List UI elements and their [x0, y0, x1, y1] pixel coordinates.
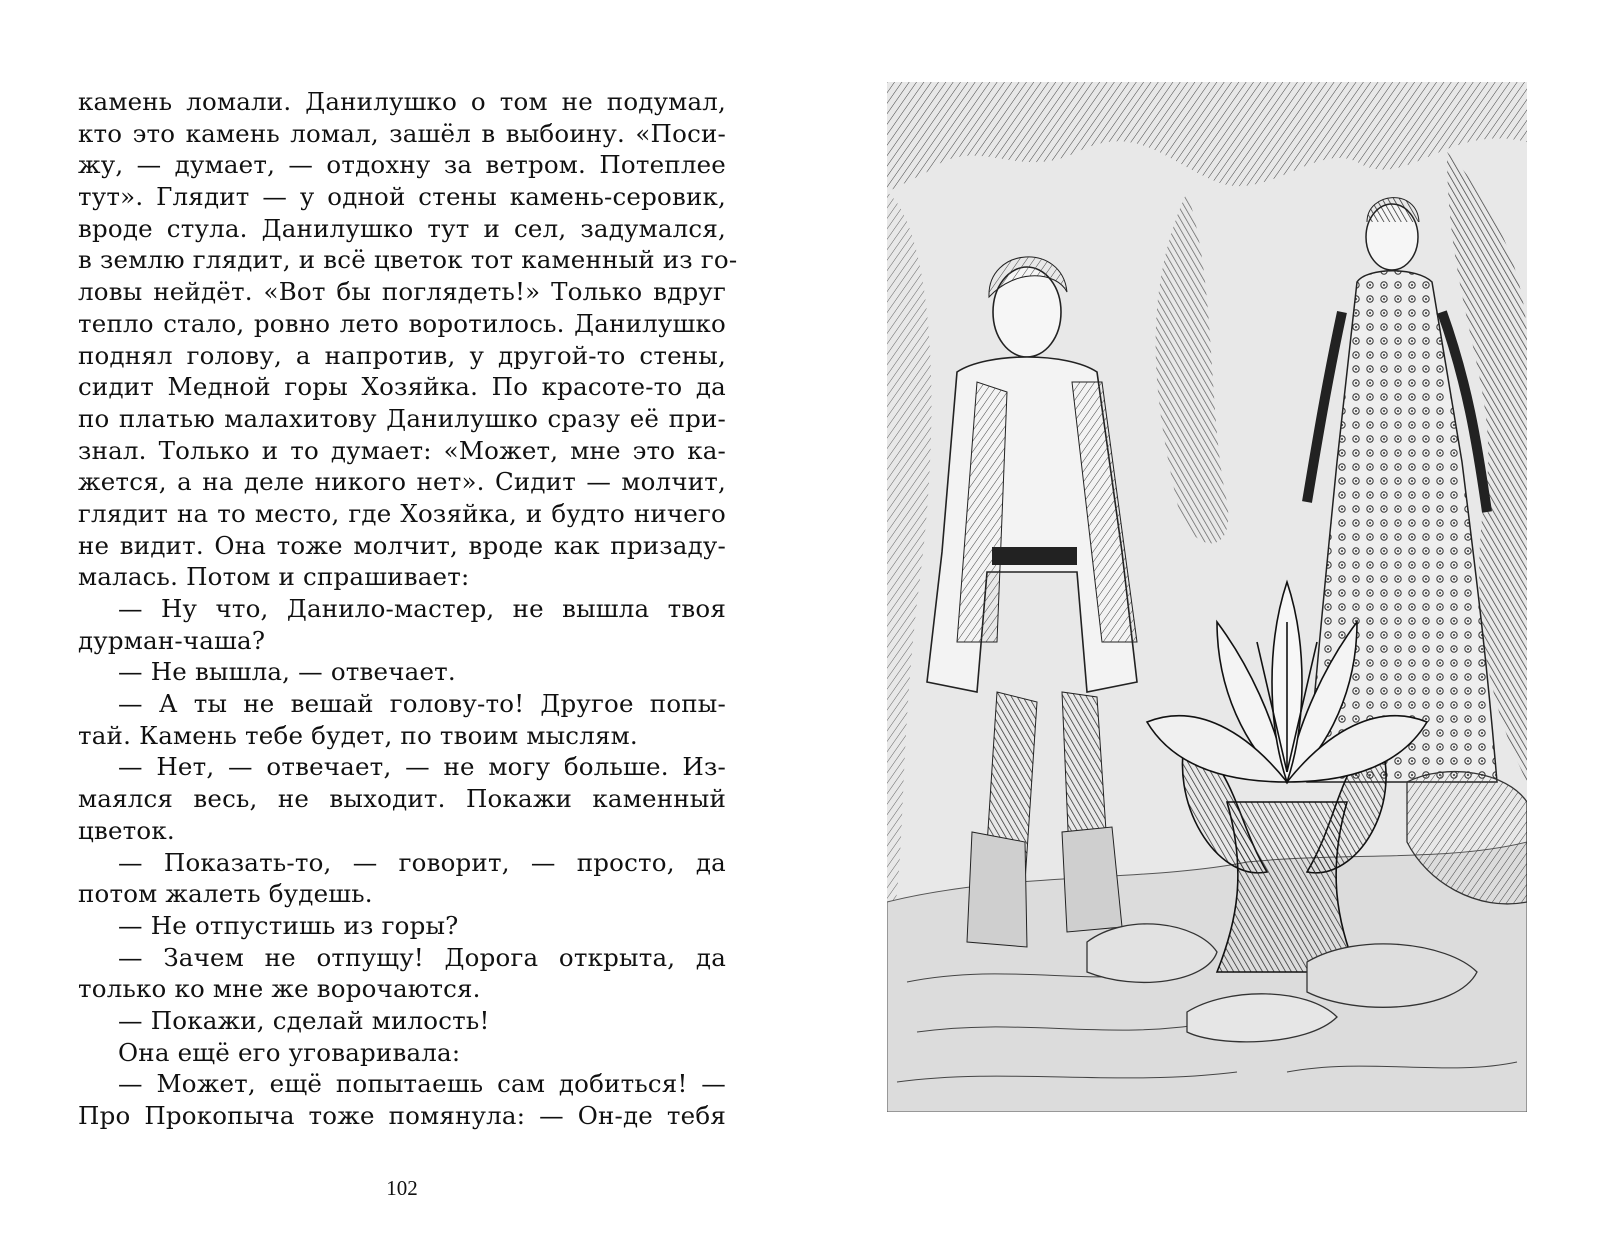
text-line: вроде стула. Данилушко тут и сел, задумался, [78, 213, 726, 243]
text-line: — Покажи, сделай милость! [118, 1005, 490, 1035]
text-line: жу, — думает, — отдохну за ветром. Потеплее [78, 150, 726, 180]
text-line: жется, а на деле никого нет». Сидит — молчит, [78, 467, 726, 497]
illustration [887, 82, 1527, 1112]
illustration-drawing [887, 82, 1527, 1112]
text-line: знал. Только и то думает: «Может, мне это ка- [78, 435, 726, 465]
text-line: — Не отпустишь из горы? [118, 910, 459, 940]
text-line: Про Прокопыча тоже помянула: — Он-де тебя [78, 1101, 726, 1130]
text-line: только ко мне же ворочаются. [78, 974, 481, 1004]
text-line: потом жалеть будешь. [78, 879, 373, 909]
text-line: поднял голову, а напротив, у другой-то стены, [78, 340, 726, 370]
text-line: дурман-чаша? [78, 625, 266, 655]
body-text [78, 86, 738, 1132]
page-number: 102 [386, 1176, 418, 1200]
text-line: — Нет, — отвечает, — не могу больше. Из- [118, 752, 726, 782]
text-line: кто это камень ломал, зашёл в выбоину. «Поси- [78, 118, 726, 148]
left-page [78, 86, 738, 1200]
text-line: — Может, ещё попытаешь сам добиться! — [118, 1069, 726, 1099]
text-line: — Показать-то, — говорит, — просто, да [118, 847, 726, 877]
text-line: тай. Камень тебе будет, по твоим мыслям. [78, 720, 638, 750]
text-line: ловы нейдёт. «Вот бы поглядеть!» Только вдруг [78, 277, 726, 307]
text-line: Она ещё его уговаривала: [118, 1037, 461, 1067]
text-line: — Не вышла, — отвечает. [118, 657, 456, 687]
text-line: в землю глядит, и всё цветок тот каменный из го- [78, 245, 738, 275]
text-line: — А ты не вешай голову-то! Другое попы- [118, 689, 726, 719]
text-line: малась. Потом и спрашивает: [78, 562, 470, 592]
text-line: — Ну что, Данило-мастер, не вышла твоя [118, 594, 726, 623]
text-line: сидит Медной горы Хозяйка. По красоте-то да [78, 372, 726, 402]
text-line: тут». Глядит — у одной стены камень-серовик, [78, 182, 726, 212]
text-line: по платью малахитову Данилушко сразу её при- [78, 403, 726, 433]
text-line: глядит на то место, где Хозяйка, и будто ничего [78, 498, 726, 528]
text-line: цветок. [78, 815, 175, 845]
text-line: тепло стало, ровно лето воротилось. Данилушко [78, 308, 726, 338]
text-line: камень ломали. Данилушко о том не подумал, [78, 87, 726, 116]
text-line: не видит. Она тоже молчит, вроде как призаду- [78, 530, 726, 560]
text-line: маялся весь, не выходит. Покажи каменный [78, 784, 726, 814]
text-line: — Зачем не отпущу! Дорога открыта, да [118, 942, 726, 972]
